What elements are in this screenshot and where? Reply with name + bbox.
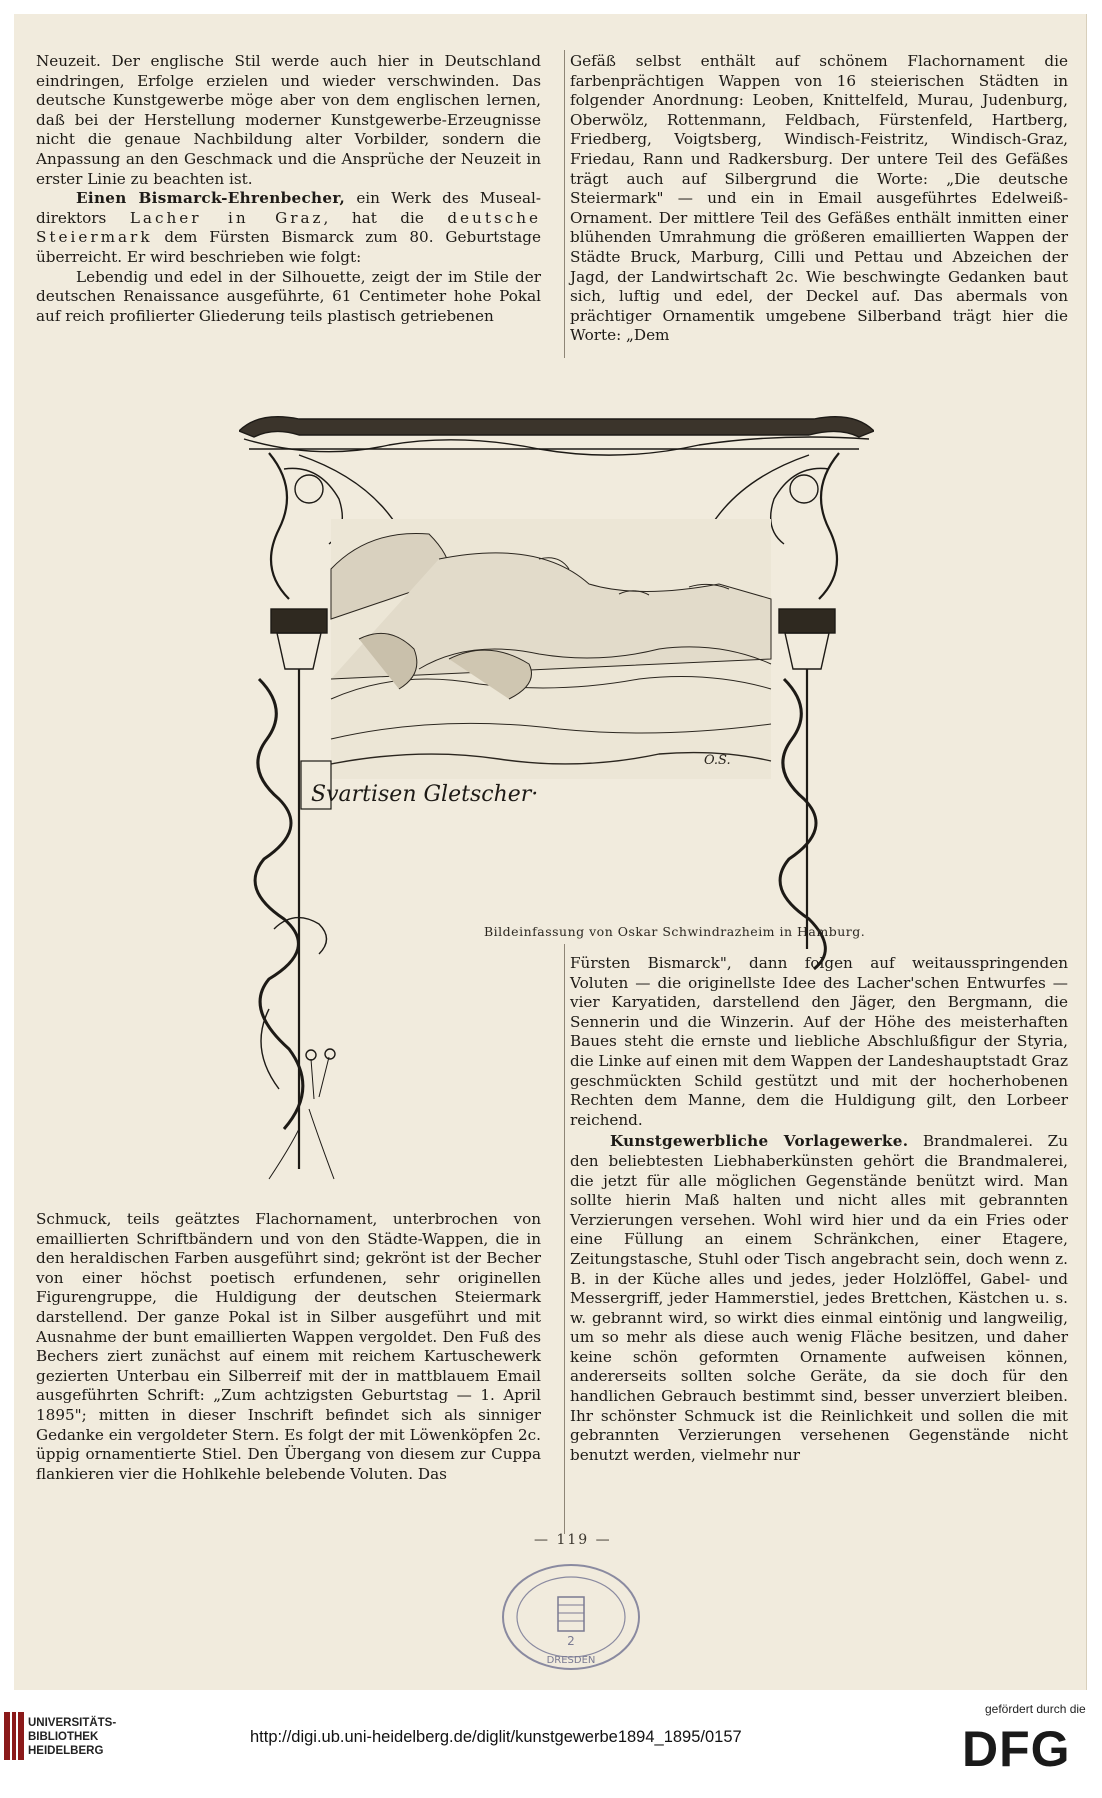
library-stamp <box>496 1559 646 1674</box>
paragraph-2 <box>36 189 541 267</box>
permalink-url[interactable]: http://digi.ub.uni-heidelberg.de/diglit/kunstgewerbe1894_1895/0157 <box>250 1728 742 1746</box>
right-bottom-paragraph <box>570 1132 1068 1465</box>
university-library-name <box>28 1716 116 1758</box>
paragraph-2-name-1: Lacher in Graz <box>129 208 324 227</box>
viewer-footer <box>0 1690 1102 1798</box>
right-middle-paragraph: Fürsten Bismarck", dann folgen auf weitausspringenden Voluten — die originellste Idee des Lacher'schen Entwurfes — vier Karyatiden, darstellend den Jäger, den Bergmann, die Sennerin und die Winzerin. Auf der Höhe des meisterhaften Baues steht die ernste und liebliche Abschlußfigur der Styria, die Linke auf einen mit dem Wappen der Landeshauptstadt Graz geschmückten Schild gestützt und mit der hocherhobenen Rechten dem Manne, dem die Huldigung gilt, den Lorbeer reichend. <box>570 954 1068 1129</box>
right-column-middle <box>570 954 1068 1465</box>
dfg-logo: DFG <box>962 1721 1071 1777</box>
paragraph-1: Neuzeit. Der englische Stil werde auch hier in Deutschland eindringen, Erfolge erzielen und wieder verschwinden. Das deutsche Kunstgewerbe möge aber von dem englischen lernen, daß bei der Herstellung moderner Kunstgewerbe-Erzeugnisse nicht die genaue Nachbildung alter Vorbilder, sondern die Anpassung an den Geschmack und die Ansprüche der Neuzeit in erster Linie zu beachten ist. <box>36 52 541 188</box>
vorlagewerke-heading: Kunstgewerbliche Vorlagewerke. <box>610 1132 909 1151</box>
artist-monogram: O.S. <box>704 753 731 768</box>
page-number: — 119 — <box>534 1532 612 1548</box>
left-bottom-paragraph: Schmuck, teils geätztes Flachornament, unterbrochen von emaillierten Schriftbändern und von den Städte-Wappen, die in den heraldischen Farben ausgeführt sind; gekrönt ist der Becher von einer höchst poetisch erfundenen, sehr originellen Figurengruppe, die Huldigung der deutschen Steiermark darstellend. Der ganze Pokal ist in Silber ausgeführt und mit Ausnahme der bunt emaillierten Wappen vergoldet. Den Fuß des Bechers ziert zunächst auf einem mit reichem Kartuschewerk gezierten Unterbau ein Silberreif mit der in mattblauem Email ausgeführten Schrift: „Zum achtzigsten Geburtstag — 1. April 1895"; mitten in dieser Inschrift befindet sich als sinniger Gedanke ein vergoldeter Stern. Es folgt der mit Löwenköpfen 2c. üppig ornamentierte Stiel. Den Übergang von diesem zur Cuppa flankieren vier die Hohlkehle belebende Voluten. Das <box>36 1210 541 1483</box>
library-line-2: BIBLIOTHEK <box>28 1731 99 1743</box>
paragraph-2-text-c: dem Fürsten Bismarck zum 80. Geburtstage überreicht. Er wird beschrieben wie folgt: <box>36 228 541 266</box>
column-rule-bottom <box>564 944 565 1534</box>
svg-text:2: 2 <box>567 1634 575 1648</box>
scanned-page <box>14 14 1087 1690</box>
illustration-caption: Bildeinfassung von Oskar Schwindrazheim in Hamburg. <box>484 924 866 939</box>
left-column-top <box>36 52 541 326</box>
paragraph-2-text-b: , hat die <box>323 208 448 227</box>
right-column-top <box>570 52 1068 346</box>
right-top-paragraph: Gefäß selbst enthält auf schönem Flachornament die farbenprächtigen Wappen von 16 steierischen Städten in folgender Anordnung: Leoben, Knittelfeld, Murau, Judenburg, Oberwölz, Rottenmann, Feldbach, Fürstenfeld, Hartberg, Friedberg, Voigtsberg, Windisch-Feistritz, Windisch-Graz, Friedau, Rann und Radkersburg. Der untere Teil des Gefäßes trägt auch auf Silbergrund die Worte: „Die deutsche Steiermark" — und ein in Email ausgeführtes Edelweiß-Ornament. Der mittlere Teil des Gefäßes enthält inmitten einer blühenden Umrahmung die größeren emaillierten Wappen der Städte Bruck, Marburg, Cilli und Pettau und Abzeichen der Jagd, der Landwirtschaft 2c. Wie beschwingte Gedanken baut sich, luftig und edel, der Deckel auf. Das abermals von prächtiger Ornamentik umgebene Silberband trägt hier die Worte: „Dem <box>570 52 1068 345</box>
library-line-1: UNIVERSITÄTS- <box>28 1717 117 1729</box>
paragraph-3: Lebendig und edel in der Silhouette, zeigt der im Stile der deutschen Renaissance ausgeführte, 61 Centimeter hohe Pokal auf reich profilierter Gliederung teils plastisch getriebenen <box>36 267 541 325</box>
library-line-3: HEIDELBERG <box>28 1745 104 1757</box>
right-bottom-text: Brandmalerei. Zu den beliebtesten Liebhaberkünsten gehört die Brandmalerei, die jetzt für alle möglichen Gegenstände benützt wird. Man sollte hierin Maß halten und nicht alles mit gebrannten Verzierungen versehen. Wohl wird hier und da ein Fries oder eine Füllung an einem Schränkchen, einer Etagere, Zeitungstasche, Stuhl oder Tisch angebracht sein, doch wenn z. B. in der Küche alles und jedes, jeder Holzlöffel, Gabel- und Messergriff, jeder Hammerstiel, jedes Brettchen, Kästchen u. s. w. gebrannt wird, so wirkt dies einmal eintönig und langweilig, um so mehr als diese auch wenig Fläche besitzen, und daher keine schön geformten Ornamente aufweisen können, andererseits sollten solche Geräte, da sie doch für den handlichen Gebrauch bestimmt sind, besser unverziert bleiben. Ihr schönster Schmuck ist die Reinlichkeit und sollen die mit gebrannten Verzierungen versehenen Gegenstände nicht benutzt werden, vielmehr nur <box>570 1132 1069 1464</box>
funded-by-label: gefördert durch die <box>985 1702 1086 1716</box>
university-library-logo-icon <box>4 1712 24 1760</box>
bismarck-heading: Einen Bismarck-Ehrenbecher, <box>76 189 346 208</box>
paragraph-2-name-2: deutsche Steiermark <box>36 208 541 247</box>
svg-text:DRESDEN: DRESDEN <box>546 1655 596 1666</box>
column-rule-top <box>564 50 565 358</box>
illustration-title: Svartisen Gletscher· <box>311 782 539 807</box>
paragraph-2-text-a: ein Werk des Museal-direktors <box>36 189 542 227</box>
left-column-bottom <box>36 1210 541 1484</box>
